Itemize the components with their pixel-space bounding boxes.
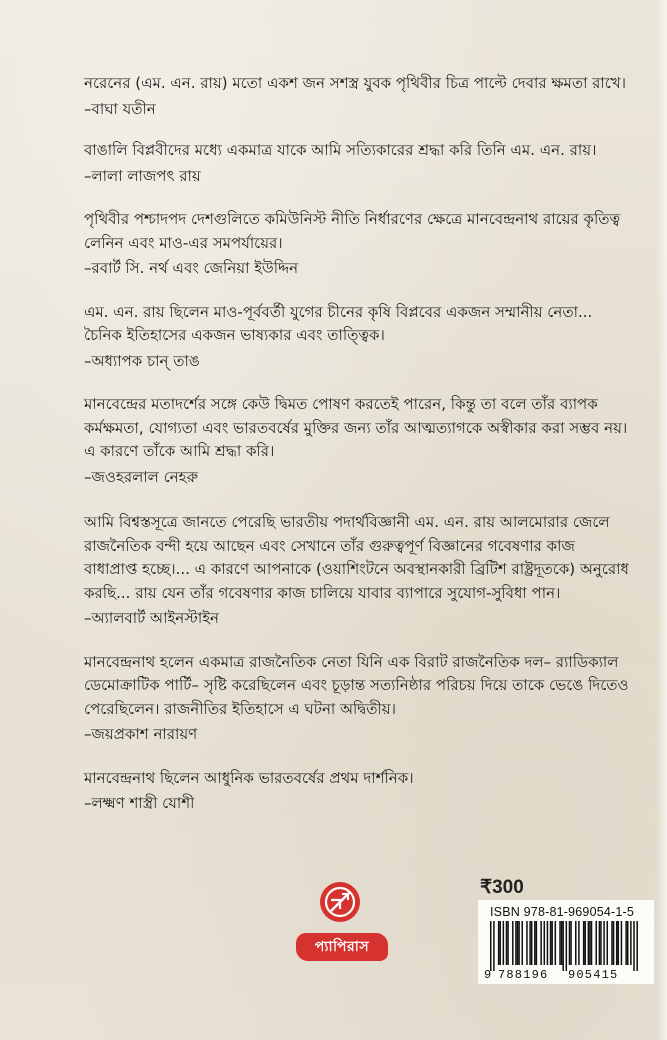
quote-block	[84, 511, 629, 631]
barcode-bar	[529, 921, 531, 965]
barcode-first-digit: 9	[484, 968, 492, 982]
barcode-bar	[588, 921, 590, 965]
barcode-bar	[536, 921, 538, 965]
barcode-bar	[599, 921, 601, 965]
barcode-left-digits: 788196	[498, 968, 549, 982]
barcode-bar	[540, 921, 542, 965]
barcode-bar	[611, 921, 613, 965]
quote-text: মানবেন্দ্রনাথ হলেন একমাত্র রাজনৈতিক নেতা যিনি এক বিরাট রাজনৈতিক দল– র‍্যাডিক্যাল ডেমোক্রাটিক পার্টি– সৃষ্টি করেছিলেন এবং চূড়ান্ত সত্যনিষ্ঠার পরিচয় দিয়ে তাকে ভেঙে দিতেও পেরেছিলেন। রাজনীতির ইতিহাসে এ ঘটনা অদ্বিতীয়।	[84, 652, 629, 718]
barcode-bar	[498, 921, 500, 965]
quote-author: –রবার্ট সি. নর্থ এবং জেনিয়া ইউদ্দিন	[84, 259, 299, 277]
barcode-bar	[607, 921, 609, 965]
barcode-bar	[493, 921, 495, 971]
barcode-bar	[578, 921, 580, 965]
quote-text: নরেনের (এম. এন. রায়) মতো একশ জন সশস্ত্র যুবক পৃথিবীর চিত্র পাল্টে দেবার ক্ষমতা রাখে।	[84, 74, 627, 92]
barcode-bar	[625, 921, 627, 965]
barcode-bars	[490, 921, 640, 971]
quote-block	[84, 301, 629, 374]
quote-author: –লক্ষ্মণ শাস্ত্রী যোশী	[84, 794, 195, 812]
barcode-bar	[566, 921, 568, 971]
publisher-logo-icon	[318, 880, 362, 924]
barcode-bar	[547, 921, 549, 965]
barcode-bar	[600, 921, 602, 965]
barcode-bar	[562, 921, 564, 971]
quote-block	[84, 72, 629, 121]
barcode-bar	[551, 921, 553, 965]
barcode-bar	[575, 921, 577, 965]
price-label: ₹300	[480, 877, 524, 898]
barcode-bar	[633, 921, 635, 971]
quote-text: আমি বিশ্বস্তসূত্রে জানতে পেরেছি ভারতীয় পদার্থবিজ্ঞানী এম. এন. রায় আলমোরার জেলে রাজনৈতিক বন্দী হয়ে আছেন এবং সেখানে তাঁর গুরুত্বপূর্ণ বিজ্ঞানের গবেষণার কাজ বাধাপ্রাপ্ত হচ্ছে।... এ কারণে আপনাকে (ওয়াশিংটনে অবস্থানকারী ব্রিটিশ রাষ্ট্রদূতকে) অনুরোধ করছি... রায় যেন তাঁর গবেষণার কাজ চালিয়ে যাবার ব্যাপারে সুযোগ-সুবিধা পান।	[84, 513, 629, 602]
barcode-bar	[569, 921, 571, 965]
quote-block	[84, 767, 629, 816]
barcode-bar	[621, 921, 623, 965]
quote-author: –জওহরলাল নেহরু	[84, 467, 198, 486]
quote-author: –অ্যালবার্ট আইনস্টাইন	[84, 609, 219, 627]
barcode-bar	[559, 921, 561, 965]
page-edge	[657, 0, 667, 1040]
barcode-bar	[618, 921, 620, 965]
quote-author: –বাঘা যতীন	[84, 99, 156, 118]
quote-text: এম. এন. রায় ছিলেন মাও-পূর্ববর্তী যুগের চীনের কৃষি বিপ্লবের একজন সম্মানীয় নেতা... চৈনিক ইতিহাসের একজন ভাষ্যকার এবং তাত্ত্বিক।	[84, 302, 593, 344]
barcode-bar	[544, 921, 546, 965]
quote-block	[84, 393, 629, 489]
barcode-bar	[521, 921, 523, 965]
barcode-right-digits: 905415	[568, 968, 619, 982]
barcode-bar	[490, 921, 492, 971]
barcode-bar	[503, 921, 505, 965]
barcode-bar	[550, 921, 552, 965]
publisher-name: প্যাপিরাস	[296, 933, 388, 961]
barcode-bar	[589, 921, 591, 965]
quote-text: মানবেন্দ্রের মতাদর্শের সঙ্গে কেউ দ্বিমত পোষণ করতেই পারেন, কিন্তু তা বলে তাঁর ব্যাপক কর্মক্ষমতা, যোগ্যতা এবং ভারতবর্ষের মুক্তির জন্য তাঁর আত্মত্যাগকে অস্বীকার করা সম্ভব নয়। এ কারণে তাঁকে আমি শ্রদ্ধা করি।	[84, 395, 628, 460]
quote-block	[84, 208, 629, 281]
barcode-bar	[583, 921, 585, 965]
quote-author: –অধ্যাপক চান্ তাঙ	[84, 351, 200, 370]
barcode-bar	[499, 921, 501, 965]
barcode-bar	[517, 921, 519, 965]
barcode-bar	[518, 921, 520, 965]
barcode-bar	[616, 921, 618, 965]
barcode-bar	[570, 921, 572, 965]
barcode-bar	[636, 921, 638, 971]
barcode-bar	[584, 921, 586, 965]
barcode-bar	[591, 921, 593, 965]
barcode-bar	[561, 921, 563, 965]
barcode-bar	[613, 921, 615, 965]
barcode-bar	[555, 921, 557, 965]
quote-author: –লালা লাজপৎ রায়	[84, 166, 201, 185]
quote-text: পৃথিবীর পশ্চাদপদ দেশগুলিতে কমিউনিস্ট নীতি নির্ধারণের ক্ষেত্রে মানবেন্দ্রনাথ রায়ের কৃতিত্ব লেনিন এবং মাও-এর সমপর্যায়ের।	[84, 210, 621, 252]
barcode-bar	[630, 921, 632, 965]
quote-block	[84, 139, 629, 188]
barcode-bar	[515, 921, 517, 965]
barcode-bar	[531, 921, 533, 965]
isbn-label: ISBN 978-81-969054-1-5	[490, 905, 635, 919]
barcode-bar	[507, 921, 509, 965]
quote-text: বাঙালি বিপ্লবীদের মধ্যে একমাত্র যাকে আমি সত্যিকারের শ্রদ্ধা করি তিনি এম. এন. রায়।	[84, 141, 597, 159]
barcode-bar	[506, 921, 508, 965]
quote-text: মানবেন্দ্রনাথ ছিলেন আধুনিক ভারতবর্ষের প্রথম দার্শনিক।	[84, 768, 414, 787]
barcode-bar	[512, 921, 514, 965]
isbn-barcode	[478, 900, 654, 984]
barcode-bar	[526, 921, 528, 965]
quote-author: –জয়প্রকাশ নারায়ণ	[84, 725, 198, 743]
barcode-digits	[484, 968, 648, 982]
barcode-bar	[627, 921, 629, 965]
quote-block	[84, 651, 629, 747]
barcode-bar	[595, 921, 597, 965]
barcode-bar	[603, 921, 605, 965]
quotes-section	[84, 72, 629, 834]
barcode-bar	[534, 921, 536, 965]
